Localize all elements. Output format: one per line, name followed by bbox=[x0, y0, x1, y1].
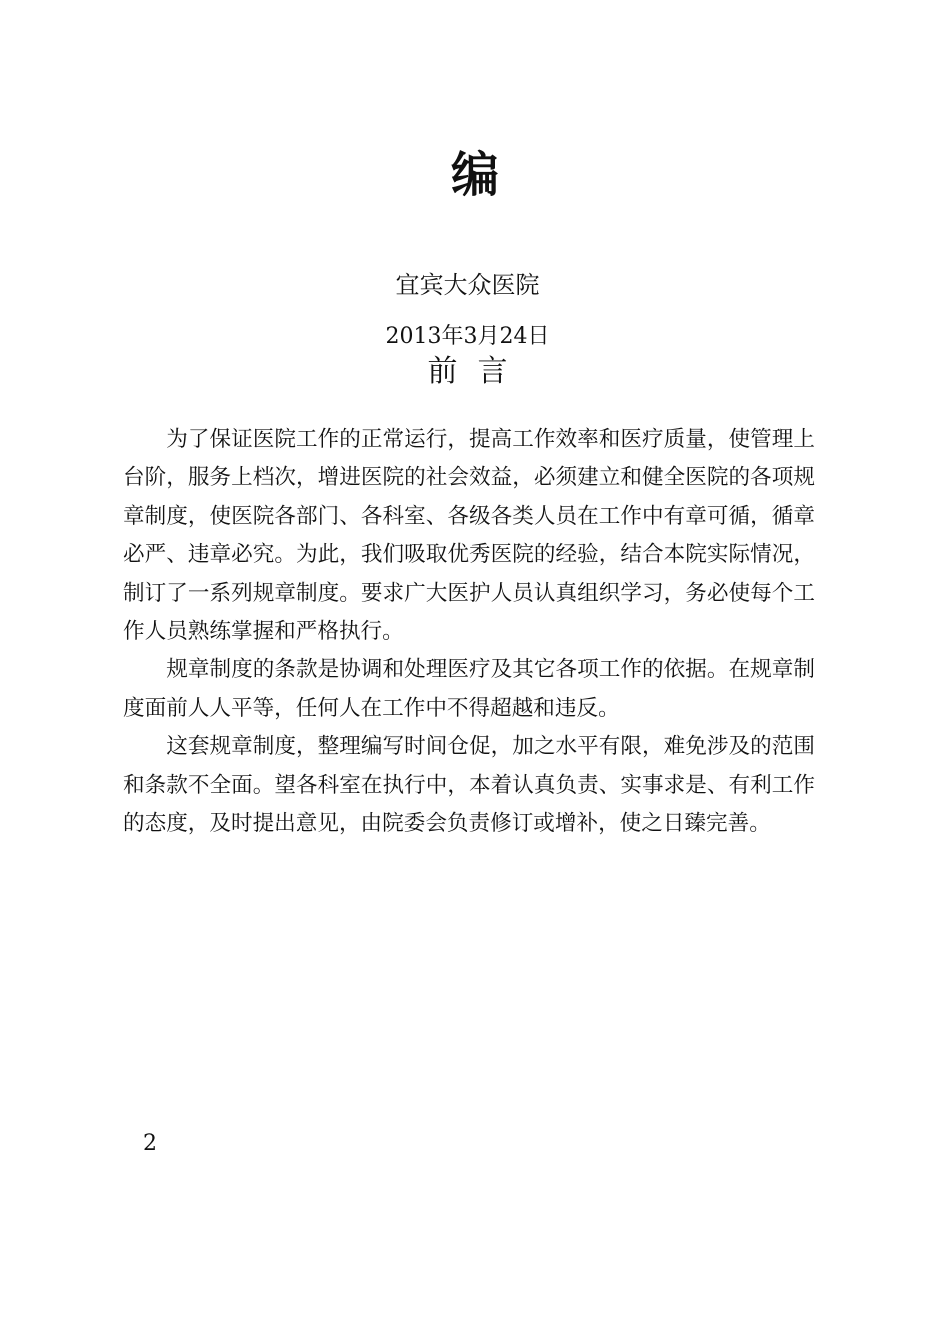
preface-body bbox=[123, 421, 815, 843]
page-number: 2 bbox=[143, 1131, 157, 1156]
document-date: 2013年3月24日 bbox=[385, 324, 550, 349]
preface-paragraph-1: 为了保证医院工作的正常运行，提高工作效率和医疗质量，使管理上台阶，服务上档次，增进医院的社会效益，必须建立和健全医院的各项规章制度，使医院各部门、各科室、各级各类人员在工作中有章可循，循章必严、违章必究。为此，我们吸取优秀医院的经验，结合本院实际情况，制订了一系列规章制度。要求广大医护人员认真组织学习，务必使每个工作人员熟练掌握和严格执行。 bbox=[123, 427, 815, 645]
preface-paragraph-2: 规章制度的条款是协调和处理医疗及其它各项工作的依据。在规章制度面前人人平等，任何人在工作中不得超越和违反。 bbox=[123, 657, 815, 721]
preface-paragraph-3: 这套规章制度，整理编写时间仓促，加之水平有限，难免涉及的范围和条款不全面。望各科室在执行中，本着认真负责、实事求是、有利工作的态度，及时提出意见，由院委会负责修订或增补，使之日臻完善。 bbox=[123, 734, 815, 837]
section-heading-character: 编 bbox=[450, 147, 499, 203]
hospital-name: 宜宾大众医院 bbox=[395, 271, 540, 299]
preface-title: 前言 bbox=[427, 354, 528, 389]
